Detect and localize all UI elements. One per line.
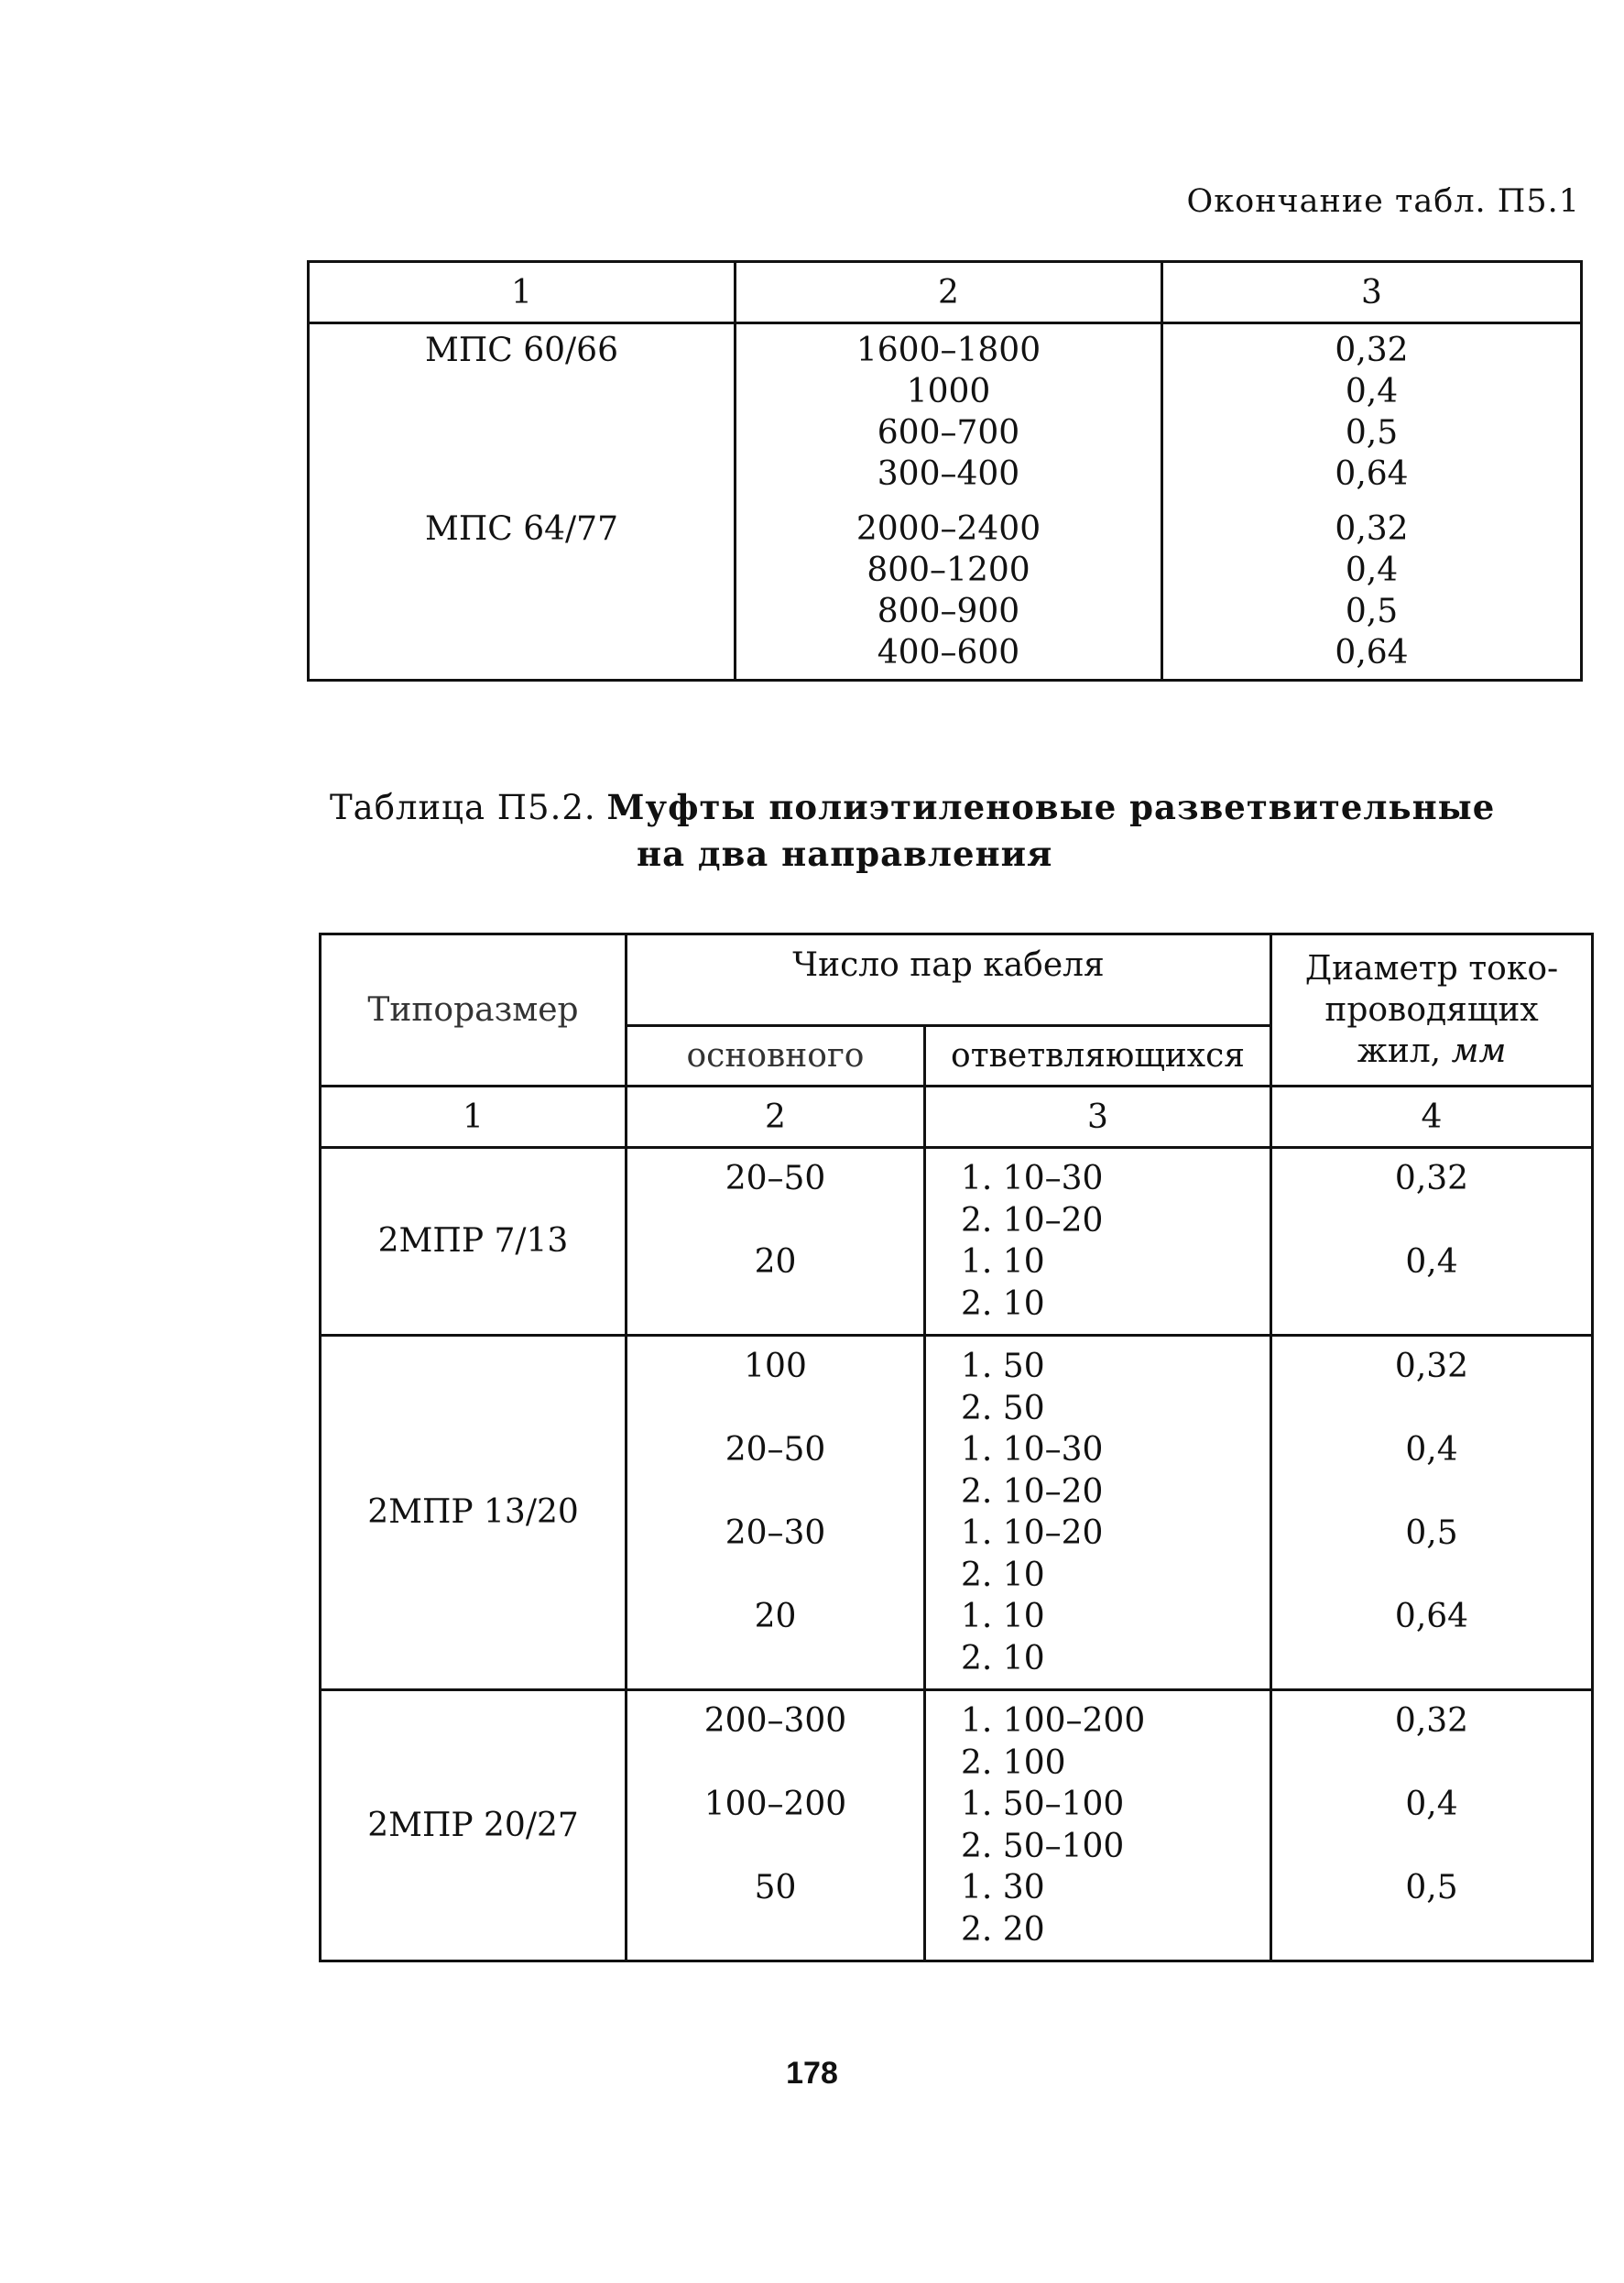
col-type-header: Типоразмер bbox=[321, 934, 627, 1087]
group-2mpr-13-20 bbox=[321, 1336, 1593, 1690]
group-2mpr-7-13 bbox=[321, 1148, 1593, 1336]
main-value bbox=[628, 1826, 922, 1868]
diam-value: 0,4 bbox=[1405, 1786, 1458, 1823]
diam-value: 0,64 bbox=[1335, 455, 1409, 493]
table1-header-2: 2 bbox=[736, 262, 1162, 323]
main-value bbox=[628, 1388, 922, 1430]
col-branch-header: ответвляющихся bbox=[925, 1026, 1271, 1087]
main-value: 100 bbox=[744, 1348, 807, 1385]
main-value bbox=[628, 1200, 922, 1242]
col-number-3: 3 bbox=[925, 1087, 1271, 1148]
diam-value: 0,64 bbox=[1394, 1598, 1469, 1635]
diam-cell bbox=[1271, 1148, 1593, 1336]
main-value: 20–30 bbox=[725, 1514, 826, 1552]
main-value: 50 bbox=[754, 1869, 797, 1906]
branch-value: 2. 10–20 bbox=[961, 1472, 1104, 1511]
diam-value: 0,5 bbox=[1345, 593, 1399, 630]
col-number-4: 4 bbox=[1271, 1087, 1593, 1148]
diam-value: 0,4 bbox=[1405, 1243, 1458, 1281]
table1-type-cell bbox=[309, 323, 736, 681]
col-main-header: основного bbox=[627, 1026, 925, 1087]
group-2mpr-20-27 bbox=[321, 1690, 1593, 1961]
table-p5-2 bbox=[319, 933, 1594, 1962]
col-diam-unit: мм bbox=[1451, 1032, 1507, 1070]
pairs-value: 600–700 bbox=[877, 414, 1020, 452]
col-diam-line2: проводящих bbox=[1324, 991, 1539, 1029]
main-value: 100–200 bbox=[703, 1786, 847, 1823]
diam-value: 0,5 bbox=[1405, 1869, 1458, 1906]
diam-value bbox=[1273, 1638, 1590, 1680]
col-diam-label: жил, bbox=[1357, 1032, 1442, 1070]
main-value bbox=[628, 1909, 922, 1951]
main-value: 20–50 bbox=[725, 1431, 826, 1469]
diam-cell bbox=[1271, 1336, 1593, 1690]
main-cell bbox=[627, 1148, 925, 1336]
type-cell: 2МПР 13/20 bbox=[321, 1336, 627, 1690]
table2-label: Таблица П5.2. bbox=[330, 788, 596, 827]
diam-value: 0,64 bbox=[1335, 634, 1409, 672]
diam-value: 0,32 bbox=[1394, 1160, 1469, 1197]
table1-pairs-cell bbox=[736, 323, 1162, 681]
branch-value: 2. 50–100 bbox=[961, 1827, 1125, 1865]
branch-value: 2. 20 bbox=[961, 1910, 1045, 1949]
main-value: 20–50 bbox=[725, 1160, 826, 1197]
table2-number-row bbox=[321, 1087, 1593, 1148]
diam-value: 0,5 bbox=[1405, 1514, 1458, 1552]
branch-value: 1. 50 bbox=[961, 1348, 1045, 1385]
diam-value bbox=[1273, 1909, 1590, 1951]
type-mps-60-66: МПС 60/66 bbox=[425, 332, 618, 369]
diam-value bbox=[1273, 1200, 1590, 1242]
branch-value: 1. 100–200 bbox=[961, 1702, 1146, 1740]
table1-header-3: 3 bbox=[1162, 262, 1582, 323]
diam-value: 0,4 bbox=[1345, 552, 1399, 589]
main-value: 20 bbox=[754, 1243, 797, 1281]
diam-cell bbox=[1271, 1690, 1593, 1961]
page-number: 178 bbox=[786, 2056, 838, 2091]
col-number-2: 2 bbox=[627, 1087, 925, 1148]
branch-value: 1. 50–100 bbox=[961, 1786, 1125, 1823]
branch-value: 1. 10–30 bbox=[961, 1431, 1104, 1469]
branch-value: 1. 30 bbox=[961, 1869, 1045, 1906]
main-value bbox=[628, 1638, 922, 1680]
table1-body bbox=[309, 323, 1582, 681]
table2-header-row-1 bbox=[321, 934, 1593, 1026]
branch-cell bbox=[925, 1690, 1271, 1961]
main-value bbox=[628, 1284, 922, 1326]
col-pairs-group-header: Число пар кабеля bbox=[627, 934, 1271, 1026]
pairs-value: 800–900 bbox=[877, 593, 1020, 630]
pairs-value: 2000–2400 bbox=[856, 510, 1041, 548]
table2-title-line2: на два направления bbox=[637, 834, 1053, 874]
diam-value bbox=[1273, 1471, 1590, 1513]
branch-value: 1. 10–30 bbox=[961, 1160, 1104, 1197]
col-number-1: 1 bbox=[321, 1087, 627, 1148]
main-value: 200–300 bbox=[703, 1702, 847, 1740]
continuation-caption: Окончание табл. П5.1 bbox=[1186, 183, 1580, 220]
main-value: 20 bbox=[754, 1598, 797, 1635]
branch-value: 2. 100 bbox=[961, 1743, 1066, 1782]
branch-cell bbox=[925, 1336, 1271, 1690]
table1-header-row bbox=[309, 262, 1582, 323]
branch-value: 1. 10–20 bbox=[961, 1514, 1104, 1552]
diam-value bbox=[1273, 1284, 1590, 1326]
pairs-value: 300–400 bbox=[877, 455, 1020, 493]
col-diam-header bbox=[1271, 934, 1593, 1087]
diam-value bbox=[1273, 1555, 1590, 1597]
pairs-value: 1600–1800 bbox=[856, 332, 1041, 369]
branch-value: 1. 10 bbox=[961, 1598, 1045, 1635]
branch-value: 2. 10 bbox=[961, 1284, 1045, 1323]
diam-value: 0,32 bbox=[1394, 1348, 1469, 1385]
table-p5-1-end bbox=[307, 260, 1583, 682]
branch-value: 2. 50 bbox=[961, 1389, 1045, 1427]
table1-diam-cell bbox=[1162, 323, 1582, 681]
pairs-value: 400–600 bbox=[877, 634, 1020, 672]
diam-value bbox=[1273, 1742, 1590, 1785]
type-cell: 2МПР 7/13 bbox=[321, 1148, 627, 1336]
pairs-value: 800–1200 bbox=[866, 552, 1030, 589]
main-cell bbox=[627, 1690, 925, 1961]
diam-value: 0,4 bbox=[1405, 1431, 1458, 1469]
main-value bbox=[628, 1555, 922, 1597]
branch-value: 2. 10 bbox=[961, 1556, 1045, 1594]
diam-value: 0,32 bbox=[1394, 1702, 1469, 1740]
table2-title-line1: Муфты полиэтиленовые разветвительные bbox=[606, 787, 1496, 827]
diam-value: 0,5 bbox=[1345, 414, 1399, 452]
diam-value bbox=[1273, 1388, 1590, 1430]
table2-title bbox=[330, 784, 1520, 878]
main-cell bbox=[627, 1336, 925, 1690]
branch-value: 2. 10–20 bbox=[961, 1201, 1104, 1240]
type-cell: 2МПР 20/27 bbox=[321, 1690, 627, 1961]
diam-value: 0,32 bbox=[1335, 510, 1409, 548]
diam-value bbox=[1273, 1826, 1590, 1868]
col-diam-line1: Диаметр токо- bbox=[1304, 950, 1559, 988]
table1-header-1: 1 bbox=[309, 262, 736, 323]
col-diam-line3 bbox=[1273, 1031, 1590, 1072]
branch-value: 1. 10 bbox=[961, 1243, 1045, 1281]
branch-value: 2. 10 bbox=[961, 1639, 1045, 1677]
branch-cell bbox=[925, 1148, 1271, 1336]
type-mps-64-77: МПС 64/77 bbox=[425, 510, 618, 548]
main-value bbox=[628, 1471, 922, 1513]
diam-value: 0,4 bbox=[1345, 373, 1399, 410]
pairs-value: 1000 bbox=[906, 373, 991, 410]
main-value bbox=[628, 1742, 922, 1785]
diam-value: 0,32 bbox=[1335, 332, 1409, 369]
